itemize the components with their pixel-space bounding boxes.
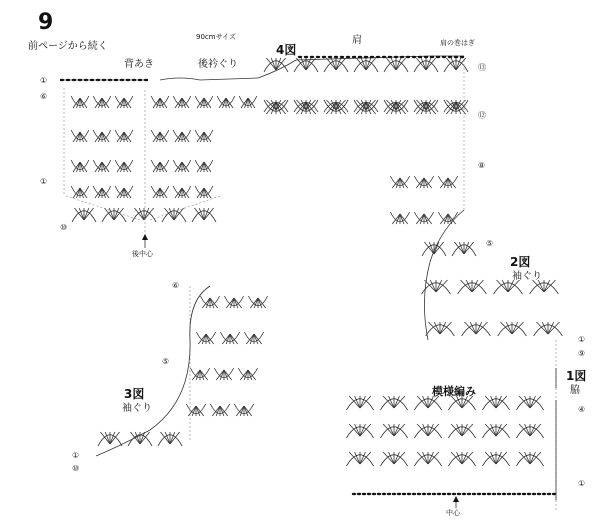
shell-fan [224, 296, 243, 308]
shell-fan [482, 396, 509, 410]
chain-stitch [492, 493, 496, 495]
row-marker: ⑩ [60, 223, 68, 232]
chain-stitch [482, 493, 486, 495]
shell-fan [324, 58, 348, 72]
shell-fan [151, 186, 169, 198]
chain-stitch [340, 56, 344, 58]
figure-1-label: 1図 [566, 369, 587, 383]
chain-stitch [102, 79, 106, 81]
chain-stitch [507, 493, 511, 495]
chain-stitch [527, 493, 531, 495]
chain-stitch [430, 56, 434, 58]
shell-fan [482, 452, 509, 466]
figure-2-sub: 袖ぐり [512, 271, 542, 282]
chain-stitch [542, 493, 546, 495]
shell-fan [93, 160, 111, 172]
shell-fan [414, 424, 441, 438]
figure-4-label: 4図 [276, 43, 297, 57]
shell-fan [200, 296, 219, 308]
back-bottom-shaping [66, 196, 220, 220]
shell-fan [380, 452, 407, 466]
shell-fan [384, 58, 408, 72]
shell-fan [220, 332, 239, 344]
shell-fan [151, 130, 169, 142]
back-opening-label: 背あき [124, 59, 154, 70]
shell-fan [71, 186, 89, 198]
center-arrow [453, 496, 459, 508]
shell-fan [173, 130, 191, 142]
shell-fan [462, 322, 491, 336]
chain-stitch [487, 493, 491, 495]
chain-stitch [144, 79, 148, 81]
chain-stitch [436, 56, 440, 58]
shell-fan [196, 332, 215, 344]
chain-stitch [424, 56, 428, 58]
chain-stitch [412, 56, 416, 58]
shell-fan [71, 130, 89, 142]
shell-fan [195, 186, 213, 198]
chain-stitch [442, 56, 446, 58]
back-center-label: 後中心 [132, 250, 153, 258]
back-top-chain [60, 56, 464, 80]
chain-stitch [357, 493, 361, 495]
shell-fan [115, 96, 133, 108]
shell-fan [192, 208, 216, 222]
row-marker: ① [578, 335, 586, 344]
shell-fan [93, 96, 111, 108]
shell-fan [173, 96, 191, 108]
chain-stitch [352, 56, 356, 58]
continued-note: 前ページから続く [28, 41, 108, 52]
chain-stitch [477, 493, 481, 495]
shell-fan [244, 332, 263, 344]
back-center-arrow [142, 234, 148, 248]
chain-stitch [457, 493, 461, 495]
shell-fan [71, 160, 89, 172]
shell-fan [498, 322, 527, 336]
figure-1-sub: 脇 [570, 385, 580, 396]
shell-fan [195, 160, 213, 172]
shell-fan [173, 186, 191, 198]
shell-fan [128, 432, 152, 446]
shell-fan [448, 424, 475, 438]
chain-stitch [532, 493, 536, 495]
chain-stitch [90, 79, 94, 81]
chain-stitch [472, 493, 476, 495]
chain-stitch [78, 79, 82, 81]
shell-fan [530, 280, 559, 294]
chain-stitch [138, 79, 142, 81]
armhole-curve-2 [424, 210, 464, 340]
row-marker: ⑧ [478, 161, 486, 170]
shell-fan [238, 368, 257, 380]
shell-fan [98, 432, 122, 446]
shell-fan [414, 212, 433, 224]
shoulder-label: 肩 [352, 35, 362, 46]
shell-fan [458, 280, 487, 294]
shell-fan [346, 424, 373, 438]
chain-stitch [547, 493, 551, 495]
chain-stitch [84, 79, 88, 81]
row-marker: ⑩ [72, 464, 80, 473]
chain-stitch [422, 493, 426, 495]
shell-fan [516, 452, 543, 466]
chain-stitch [372, 493, 376, 495]
chain-stitch [132, 79, 136, 81]
shell-fan [414, 452, 441, 466]
shell-fan [346, 396, 373, 410]
chain-stitch [298, 56, 302, 58]
shell-fan [217, 96, 235, 108]
shell-fan [438, 176, 457, 188]
shell-fan [516, 396, 543, 410]
pattern-label: 模様編み [432, 385, 476, 398]
chain-stitch [377, 493, 381, 495]
shell-fan [482, 424, 509, 438]
chain-stitches [60, 56, 556, 495]
row-marker: ④ [578, 405, 586, 414]
shell-fan [494, 280, 523, 294]
shell-fan [390, 212, 409, 224]
shell-fan [195, 130, 213, 142]
chain-stitch [352, 493, 356, 495]
figure-2-label: 2図 [510, 255, 531, 269]
chain-stitch [358, 56, 362, 58]
chain-stitch [310, 56, 314, 58]
chain-stitch [452, 493, 456, 495]
row-marker: ⑥ [172, 281, 180, 290]
shell-fan [414, 396, 441, 410]
shell-fan [452, 242, 476, 256]
shell-fan [264, 58, 288, 72]
chain-stitch [454, 56, 458, 58]
shell-fan [151, 160, 169, 172]
row-marker: ⑫ [478, 111, 486, 120]
armhole-curve-3 [96, 286, 210, 456]
chain-stitch [126, 79, 130, 81]
chain-stitch [370, 56, 374, 58]
chain-stitch [418, 56, 422, 58]
chain-stitch [394, 56, 398, 58]
shell-fan [414, 58, 438, 72]
chain-stitch [367, 493, 371, 495]
chain-stitch [406, 56, 410, 58]
chain-stitch [304, 56, 308, 58]
chain-stitch [397, 493, 401, 495]
chain-stitch [328, 56, 332, 58]
page-number: 9 [38, 10, 54, 35]
figure-3-sub: 袖ぐり [122, 403, 152, 414]
shell-fan [195, 96, 213, 108]
chain-stitch [364, 56, 368, 58]
shoulder-join-label: 肩の巻はぎ [440, 39, 475, 47]
shell-fan [190, 368, 209, 380]
chain-stitch [442, 493, 446, 495]
shell-fan [158, 432, 182, 446]
shell-fan [173, 160, 191, 172]
chain-stitch [417, 493, 421, 495]
shell-fan [162, 208, 186, 222]
chain-stitch [388, 56, 392, 58]
shell-fan [151, 96, 169, 108]
chain-stitch [108, 79, 112, 81]
chain-stitch [96, 79, 100, 81]
chain-stitch [407, 493, 411, 495]
shell-fan [210, 404, 229, 416]
row-marker: ⑤ [162, 357, 170, 366]
shell-fan [380, 396, 407, 410]
row-marker: ⑬ [478, 63, 486, 72]
chain-stitch [382, 56, 386, 58]
chain-stitch [322, 56, 326, 58]
chain-stitch [376, 56, 380, 58]
chain-stitch [467, 493, 471, 495]
shell-fan [438, 212, 457, 224]
row-marker: ⑥ [40, 92, 48, 101]
shell-fan [346, 452, 373, 466]
chain-stitch [346, 56, 350, 58]
guide-lines [64, 60, 556, 510]
chain-stitch [552, 493, 556, 495]
row-marker: ⑨ [578, 349, 586, 358]
chain-stitch [460, 56, 464, 58]
chain-stitch [334, 56, 338, 58]
shell-fan [115, 160, 133, 172]
chain-stitch [497, 493, 501, 495]
shell-fan [380, 424, 407, 438]
shell-fan [248, 296, 267, 308]
chain-stitch [362, 493, 366, 495]
shell-fan [214, 368, 233, 380]
chain-stitch [114, 79, 118, 81]
row-marker: ① [40, 177, 48, 186]
chain-stitch [66, 79, 70, 81]
shell-fan [354, 58, 378, 72]
chain-stitch [447, 493, 451, 495]
shell-fan [448, 452, 475, 466]
chain-stitch [120, 79, 124, 81]
chain-stitch [502, 493, 506, 495]
shell-fan [239, 96, 257, 108]
row-marker: ① [40, 76, 48, 85]
chain-stitch [448, 56, 452, 58]
shell-fan [390, 176, 409, 188]
shell-fan [186, 404, 205, 416]
shell-fan [102, 208, 126, 222]
chain-stitch [462, 493, 466, 495]
shell-fan [93, 130, 111, 142]
back-neckline-label: 後衿ぐり [198, 59, 238, 70]
chain-stitch [400, 56, 404, 58]
shell-fan [115, 186, 133, 198]
shell-fan [93, 186, 111, 198]
shell-fan [234, 404, 253, 416]
chain-stitch [522, 493, 526, 495]
shell-fan [516, 424, 543, 438]
chain-stitch [512, 493, 516, 495]
row-marker: ① [72, 451, 80, 460]
shell-fan [444, 58, 468, 72]
chain-stitch [517, 493, 521, 495]
chain-stitch [427, 493, 431, 495]
shell-fan [115, 130, 133, 142]
figure-3-label: 3図 [124, 387, 145, 401]
chain-stitch [402, 493, 406, 495]
chain-stitch [412, 493, 416, 495]
shell-fan [414, 176, 433, 188]
chain-stitch [437, 493, 441, 495]
row-marker: ① [578, 479, 586, 488]
chain-stitch [382, 493, 386, 495]
shell-fan [534, 322, 563, 336]
shell-fan [448, 396, 475, 410]
center-label: 中心 [446, 509, 460, 517]
shell-fan [72, 208, 96, 222]
chain-stitch [537, 493, 541, 495]
shell-fan [294, 58, 318, 72]
shell-fan [422, 242, 446, 256]
row-marker: ⑤ [486, 239, 494, 248]
shell-fan [71, 96, 89, 108]
chain-stitch [72, 79, 76, 81]
chain-stitch [60, 79, 64, 81]
shell-fan [132, 208, 156, 222]
chain-stitch [387, 493, 391, 495]
chain-stitch [392, 493, 396, 495]
shell-fan [426, 322, 455, 336]
chain-stitch [316, 56, 320, 58]
chain-stitch [432, 493, 436, 495]
size-note: 90cmサイズ [196, 33, 237, 41]
